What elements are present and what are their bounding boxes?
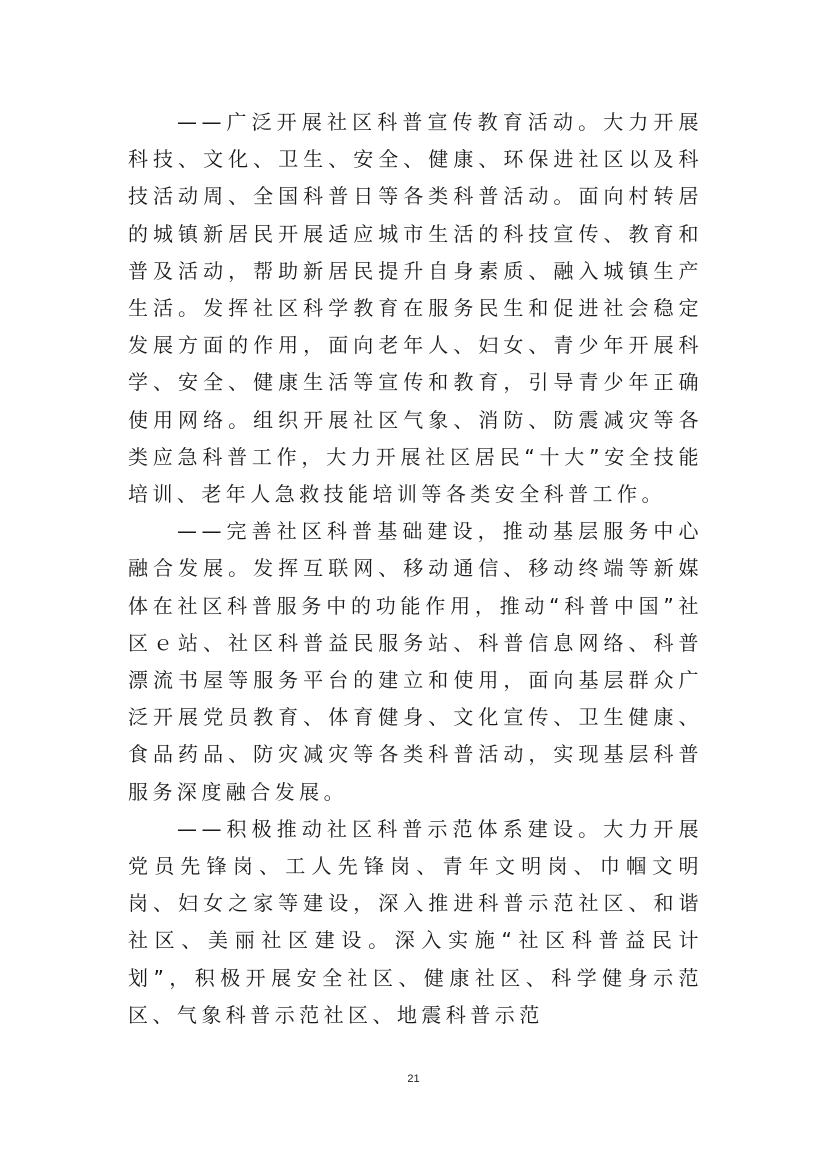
page-number: 21 [407, 1073, 420, 1085]
paragraph-community-science-infrastructure: ——完善社区科普基础建设，推动基层服务中心融合发展。发挥互联网、移动通信、移动终端等新媒体在社区科普服务中的功能作用，推动“科普中国”社区ｅ站、社区科普益民服务站、科普信息网络、科普漂流书屋等服务平台的建立和使用，面向基层群众广泛开展党员教育、体育健身、文化宣传、卫生健康、食品药品、防灾减灾等各类科普活动，实现基层科普服务深度融合发展。 [128, 519, 703, 804]
paragraph-community-science-demonstration: ——积极推动社区科普示范体系建设。大力开展党员先锋岗、工人先锋岗、青年文明岗、巾帼文明岗、妇女之家等建设，深入推进科普示范社区、和谐社区、美丽社区建设。深入实施“社区科普益民计划”，积极开展安全社区、健康社区、科学健身示范区、气象科普示范社区、地震科普示范 [128, 816, 703, 1027]
body-text [128, 104, 703, 1034]
paragraph-community-science-publicity: ——广泛开展社区科普宣传教育活动。大力开展科技、文化、卫生、安全、健康、环保进社区以及科技活动周、全国科普日等各类科普活动。面向村转居的城镇新居民开展适应城市生活的科技宣传、教育和普及活动，帮助新居民提升自身素质、融入城镇生产生活。发挥社区科学教育在服务民生和促进社会稳定发展方面的作用，面向老年人、妇女、青少年开展科学、安全、健康生活等宣传和教育，引导青少年正确使用网络。组织开展社区气象、消防、防震减灾等各类应急科普工作，大力开展社区居民“十大”安全技能培训、老年人急救技能培训等各类安全科普工作。 [128, 110, 703, 507]
